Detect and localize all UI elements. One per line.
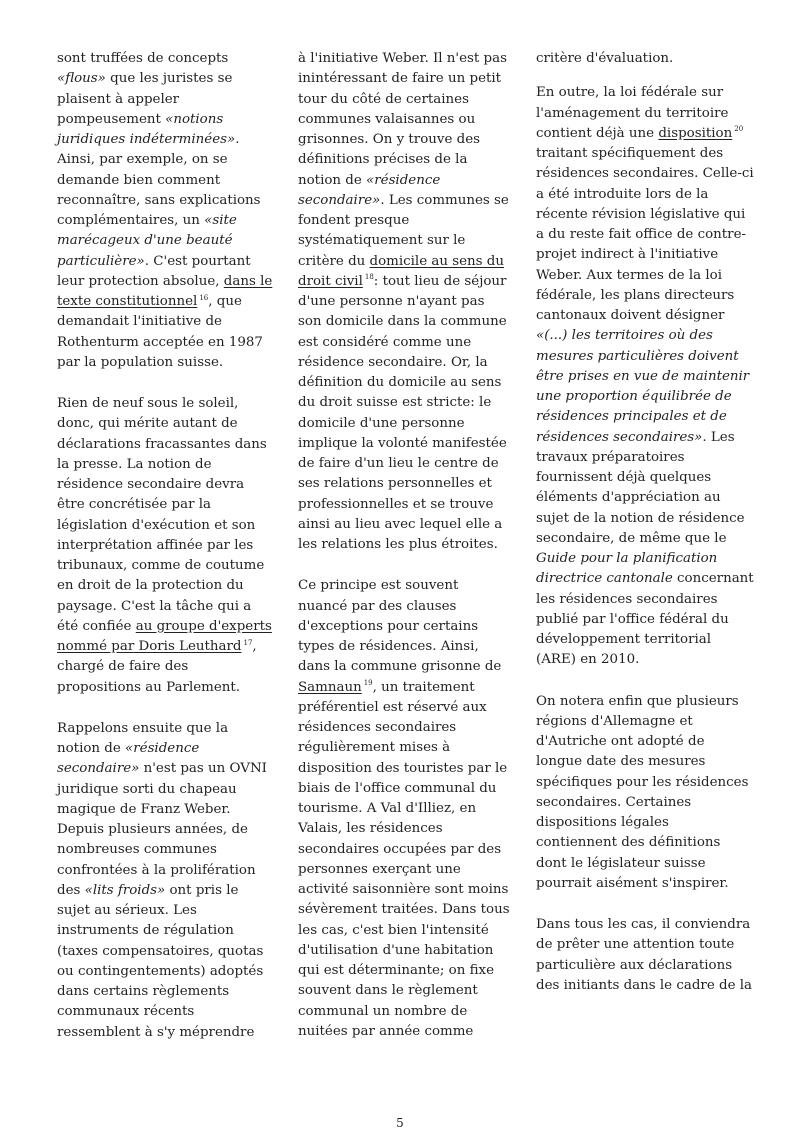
footnote-ref: 17 [243,638,253,647]
emphasis-text: «résidence secondaire» [57,741,200,777]
text-run: à l'initiative Weber. Il n'est pas inintéressant de faire un petit tour du côté de certaines communes valaisannes ou grisonnes. On y trouve des définitions précises de la notion de [298,51,507,188]
text-run: . Ainsi, par exemple, on se demande bien comment reconnaître, sans explications complémentaires, un [57,132,261,228]
footnote-ref: 18 [364,273,374,282]
text-column-3 [536,49,754,1017]
text-column-2 [298,49,510,1063]
emphasis-text: «flous» [57,71,106,87]
emphasis-text: «notions juridiques indéterminées» [57,111,236,147]
text-run: , que demandait l'initiative de Rothenturm acceptée en 1987 par la population suisse. [57,294,263,370]
emphasis-text: «lits froids» [84,882,166,898]
text-run: , chargé de faire des propositions au Parlement. [57,639,257,695]
emphasis-text: «(...) les territoires où des mesures particulières doivent être prises en vue de maintenir une proportion équilibrée de résidences principales et de résidences secondaires» [536,328,750,445]
text-run: concernant les résidences secondaires publié par l'office fédéral du développement territorial (ARE) en 2010. [536,571,754,668]
paragraph [536,83,754,670]
emphasis-text: «site marécageux d'une beauté particulière» [57,213,237,269]
reference-link[interactable]: au groupe d'experts nommé par Doris Leuthard [57,618,272,654]
text-run: Dans tous les cas, il conviendra de prêter une attention toute particulière aux déclarations des initiants dans le cadre de la [536,917,753,993]
footnote-ref: 19 [363,679,373,688]
text-column-1 [57,49,275,1064]
text-run: que les juristes se plaisent à appeler pompeusement [57,71,233,127]
reference-link[interactable]: domicile au sens du droit civil [298,253,504,289]
paragraph [298,49,510,555]
text-run: . Les communes se fondent presque systématiquement sur le critère du [298,192,509,269]
text-run: ont pris le sujet au sérieux. Les instruments de régulation (taxes compensatoires, quotas ou contingentements) adoptés dans certains règlements communaux récents ressemblent à s'y méprendre [57,882,264,1040]
reference-link[interactable]: Samnaun [298,679,362,695]
paragraph [298,576,510,1042]
text-run: Rien de neuf sous le soleil, donc, qui mérite autant de déclarations fracassantes dans la presse. La notion de résidence secondaire devra être concrétisée par la législation d'exécution et son interprétation affinée par les tribunaux, comme de coutume en droit de la protection du paysage. C'est la tâche qui a été confiée [57,396,267,634]
paragraph [57,49,275,373]
text-run: sont truffées de concepts [57,51,229,66]
text-run: En outre, la loi fédérale sur l'aménagement du territoire contient déjà une [536,85,729,141]
text-run: traitant spécifiquement des résidences secondaires. Celle-ci a été introduite lors de la récente révision législative qui a du reste fait office de contre-projet indirect à l'initiative Weber. Aux termes de la loi fédérale, les plans directeurs cantonaux doivent désigner [536,146,754,323]
text-run: . C'est pourtant leur protection absolue, [57,253,251,289]
reference-link[interactable]: dans le texte constitutionnel [57,273,273,309]
emphasis-text: Guide pour la planification directrice cantonale [536,551,718,587]
paragraph [57,719,275,1043]
page-number: 5 [396,1116,404,1130]
text-run: On notera enfin que plusieurs régions d'Allemagne et d'Autriche ont adopté de longue date des mesures spécifiques pour les résidences secondaires. Certaines dispositions légales contiennent des définitions dont le législateur suisse pourrait aisément s'inspirer. [536,693,749,891]
text-run: Rappelons ensuite que la notion de [57,720,229,756]
text-run: : tout lieu de séjour d'une personne n'ayant pas son domicile dans la commune est considéré comme une résidence secondaire. Or, la définition du domicile au sens du droit suisse est stricte: le domicile d'une personne implique la volonté manifestée de faire d'un lieu le centre de ses relations personnelles et professionnelles et se trouve ainsi au lieu avec lequel elle a les relations les plus étroites. [298,273,507,552]
emphasis-text: «résidence secondaire» [298,172,441,208]
text-run: . Les travaux préparatoires fournissent déjà quelques éléments d'appréciation au sujet de la notion de résidence secondaire, de même que le [536,429,745,546]
text-run: critère d'évaluation. [536,51,674,66]
paragraph [57,394,275,698]
text-run: , un traitement préférentiel est réservé aux résidences secondaires régulièrement mises à disposition des touristes par le biais de l'office communal du tourisme. A Val d'Illiez, en Valais, les résidences secondaires occupées par des personnes exerçant une activité saisonnière sont moins sévèrement traitées. Dans tous les cas, c'est bien l'intensité d'utilisation d'une habitation qui est déterminante; on fixe souvent dans le règlement communal un nombre de nuitées par année comme [298,679,510,1039]
reference-link[interactable]: disposition [658,125,733,141]
paragraph [536,692,754,895]
text-run: n'est pas un OVNI juridique sorti du chapeau magique de Franz Weber. Depuis plusieurs années, de nombreuses communes confrontées à la prolifération des [57,761,267,898]
paragraph [536,49,754,69]
footnote-ref: 20 [734,125,744,134]
text-run: Ce principe est souvent nuancé par des clauses d'exceptions pour certains types de résidences. Ainsi, dans la commune grisonne de [298,578,502,675]
paragraph [536,915,754,996]
footnote-ref: 16 [199,293,209,302]
